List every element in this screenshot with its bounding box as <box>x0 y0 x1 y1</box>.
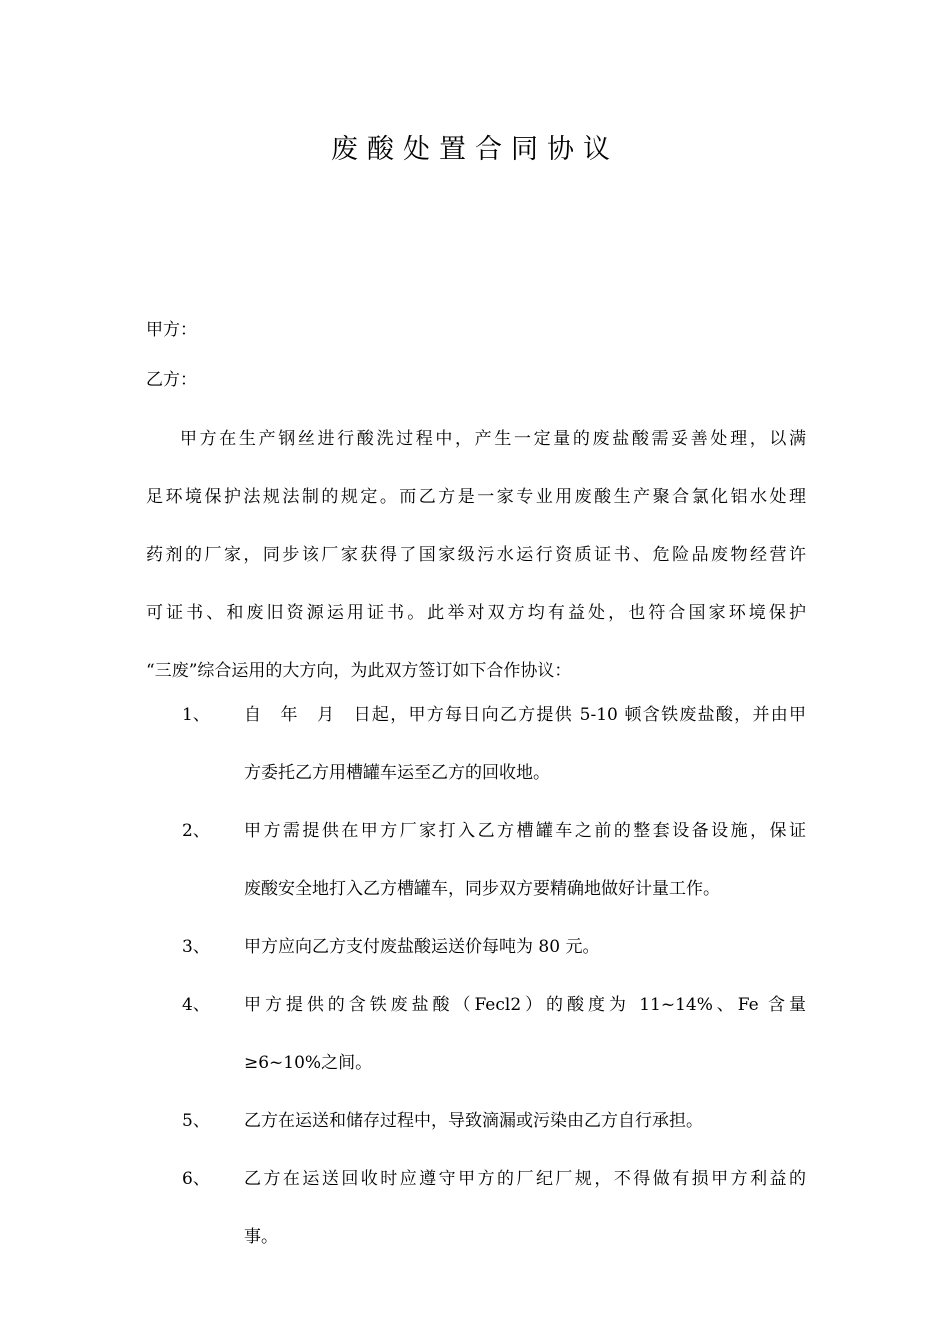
clause-number: 3、 <box>182 937 210 957</box>
clause-number: 6、 <box>182 1169 210 1189</box>
clause-line: 乙方在运送回收时应遵守甲方的厂纪厂规，不得做有损甲方利益的 <box>244 1169 806 1189</box>
clause-line: 废酸安全地打入乙方槽罐车，同步双方要精确地做好计量工作。 <box>244 879 720 899</box>
clause-item <box>146 918 806 976</box>
intro-line: 足环境保护法规法制的规定。而乙方是一家专业用废酸生产聚合氯化铝水处理 <box>146 487 806 507</box>
clause-number: 2、 <box>182 821 210 841</box>
clause-number: 1、 <box>182 705 210 725</box>
intro-line: 甲方在生产钢丝进行酸洗过程中，产生一定量的废盐酸需妥善处理，以满 <box>180 429 806 449</box>
clause-item <box>146 1150 806 1266</box>
document-title: 废酸处置合同协议 <box>331 134 619 165</box>
clause-item <box>146 802 806 918</box>
clause-line: 乙方在运送和储存过程中，导致滴漏或污染由乙方自行承担。 <box>244 1111 703 1131</box>
clause-line: 甲方提供的含铁废盐酸（Fecl2）的酸度为 11~14%、Fe 含量 <box>244 995 806 1015</box>
clause-item <box>146 686 806 802</box>
clause-line: 方委托乙方用槽罐车运至乙方的回收地。 <box>244 763 550 783</box>
intro-line: 可证书、和废旧资源运用证书。此举对双方均有益处，也符合国家环境保护 <box>146 603 806 623</box>
clause-list <box>146 686 806 1266</box>
clause-number: 4、 <box>182 995 210 1015</box>
clause-line: 事。 <box>244 1227 278 1247</box>
clause-line: ≥6~10%之间。 <box>244 1053 373 1073</box>
clause-item <box>146 1092 806 1150</box>
clause-line: 甲方需提供在甲方厂家打入乙方槽罐车之前的整套设备设施，保证 <box>244 821 806 841</box>
clause-item <box>146 976 806 1092</box>
party-b-label: 乙方： <box>146 370 197 390</box>
intro-line: “三废”综合运用的大方向，为此双方签订如下合作协议： <box>146 661 572 681</box>
clause-number: 5、 <box>182 1111 210 1131</box>
clause-line: 自 年 月 日起，甲方每日向乙方提供 5-10 顿含铁废盐酸，并由甲 <box>244 705 806 725</box>
clause-line: 甲方应向乙方支付废盐酸运送价每吨为 80 元。 <box>244 937 600 957</box>
party-a-label: 甲方： <box>146 320 197 340</box>
intro-line: 药剂的厂家，同步该厂家获得了国家级污水运行资质证书、危险品废物经营许 <box>146 545 806 565</box>
intro-paragraph <box>146 410 806 700</box>
